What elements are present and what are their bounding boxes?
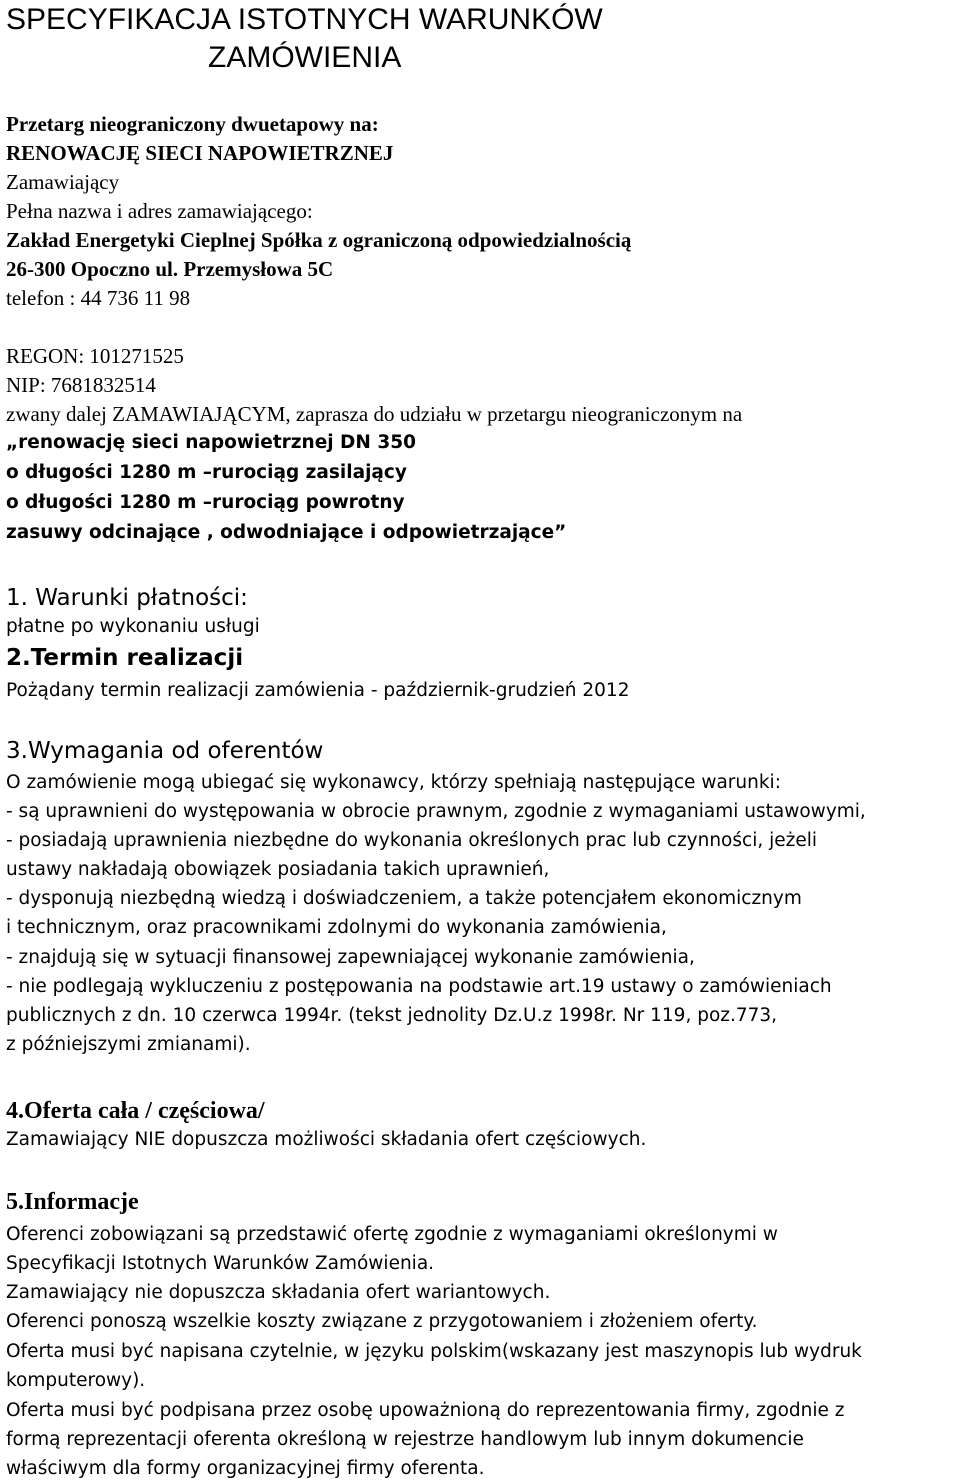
section-3-heading: 3.Wymagania od oferentów — [6, 738, 324, 764]
scope-line-2: o długości 1280 m –rurociąg zasilający — [6, 462, 407, 483]
section-3-line: - posiadają uprawnienia niezbędne do wykonania określonych prac lub czynności, jeżeli — [6, 830, 817, 851]
section-3-line: publicznych z dn. 10 czerwca 1994r. (tekst jednolity Dz.U.z 1998r. Nr 119, poz.773, — [6, 1005, 778, 1026]
section-3-line: O zamówienie mogą ubiegać się wykonawcy, którzy spełniają następujące warunki: — [6, 772, 781, 793]
section-1-heading: 1. Warunki płatności: — [6, 585, 248, 611]
section-4-text: Zamawiający NIE dopuszcza możliwości składania ofert częściowych. — [6, 1129, 647, 1150]
section-3-line: ustawy nakładają obowiązek posiadania takich uprawnień, — [6, 859, 550, 880]
section-5-heading: 5.Informacje — [6, 1189, 139, 1215]
section-5-line: formą reprezentacji oferenta określoną w rejestrze handlowym lub innym dokumencie — [6, 1429, 804, 1450]
section-3-line: i technicznym, oraz pracownikami zdolnymi do wykonania zamówienia, — [6, 917, 667, 938]
company-regon: REGON: 101271525 — [6, 344, 184, 368]
tender-type: Przetarg nieograniczony dwuetapowy na: — [6, 112, 379, 136]
scope-line-4: zasuwy odcinające , odwodniające i odpowietrzające” — [6, 522, 567, 543]
document-title-line-1: SPECYFIKACJA ISTOTNYCH WARUNKÓW — [6, 3, 603, 36]
section-1-text: płatne po wykonaniu usługi — [6, 616, 260, 637]
scope-line-3: o długości 1280 m –rurociąg powrotny — [6, 492, 405, 513]
section-5-line: Specyfikacji Istotnych Warunków Zamówienia. — [6, 1253, 435, 1274]
section-3-line: - są uprawnieni do występowania w obrocie prawnym, zgodnie z wymaganiami ustawowymi, — [6, 801, 866, 822]
section-3-line: - znajdują się w sytuacji finansowej zapewniającej wykonanie zamówienia, — [6, 947, 695, 968]
document-title-line-2: ZAMÓWIENIA — [208, 41, 402, 74]
section-5-line: właściwym dla formy organizacyjnej firmy oferenta. — [6, 1458, 485, 1479]
invitation-text: zwany dalej ZAMAWIAJĄCYM, zaprasza do udziału w przetargu nieograniczonym na — [6, 402, 743, 426]
section-3-line: z późniejszymi zmianami). — [6, 1034, 251, 1055]
company-address: 26-300 Opoczno ul. Przemysłowa 5C — [6, 257, 334, 281]
company-nip: NIP: 7681832514 — [6, 373, 156, 397]
scope-line-1: „renowację sieci napowietrznej DN 350 — [6, 432, 416, 453]
company-name: Zakład Energetyki Cieplnej Spółka z ograniczoną odpowiedzialnością — [6, 228, 632, 252]
company-phone: telefon : 44 736 11 98 — [6, 286, 191, 310]
section-3-line: - dysponują niezbędną wiedzą i doświadczeniem, a także potencjałem ekonomicznym — [6, 888, 802, 909]
section-4-heading: 4.Oferta cała / częściowa/ — [6, 1098, 265, 1124]
section-3-line: - nie podlegają wykluczeniu z postępowania na podstawie art.19 ustawy o zamówieniach — [6, 976, 832, 997]
section-5-line: Oferta musi być napisana czytelnie, w języku polskim(wskazany jest maszynopis lub wydruk — [6, 1341, 862, 1362]
section-5-line: Oferta musi być podpisana przez osobę upoważnioną do reprezentowania firmy, zgodnie z — [6, 1400, 845, 1421]
contracting-party-label: Zamawiający — [6, 170, 120, 194]
tender-subject: RENOWACJĘ SIECI NAPOWIETRZNEJ — [6, 141, 394, 165]
full-name-label: Pełna nazwa i adres zamawiającego: — [6, 199, 313, 223]
section-5-line: komputerowy). — [6, 1370, 146, 1391]
section-5-line: Oferenci zobowiązani są przedstawić ofertę zgodnie z wymaganiami określonymi w — [6, 1224, 778, 1245]
section-2-heading: 2.Termin realizacji — [6, 645, 244, 671]
section-5-line: Oferenci ponoszą wszelkie koszty związane z przygotowaniem i złożeniem oferty. — [6, 1311, 758, 1332]
section-5-line: Zamawiający nie dopuszcza składania ofert wariantowych. — [6, 1282, 551, 1303]
section-2-text: Pożądany termin realizacji zamówienia - październik-grudzień 2012 — [6, 680, 630, 701]
